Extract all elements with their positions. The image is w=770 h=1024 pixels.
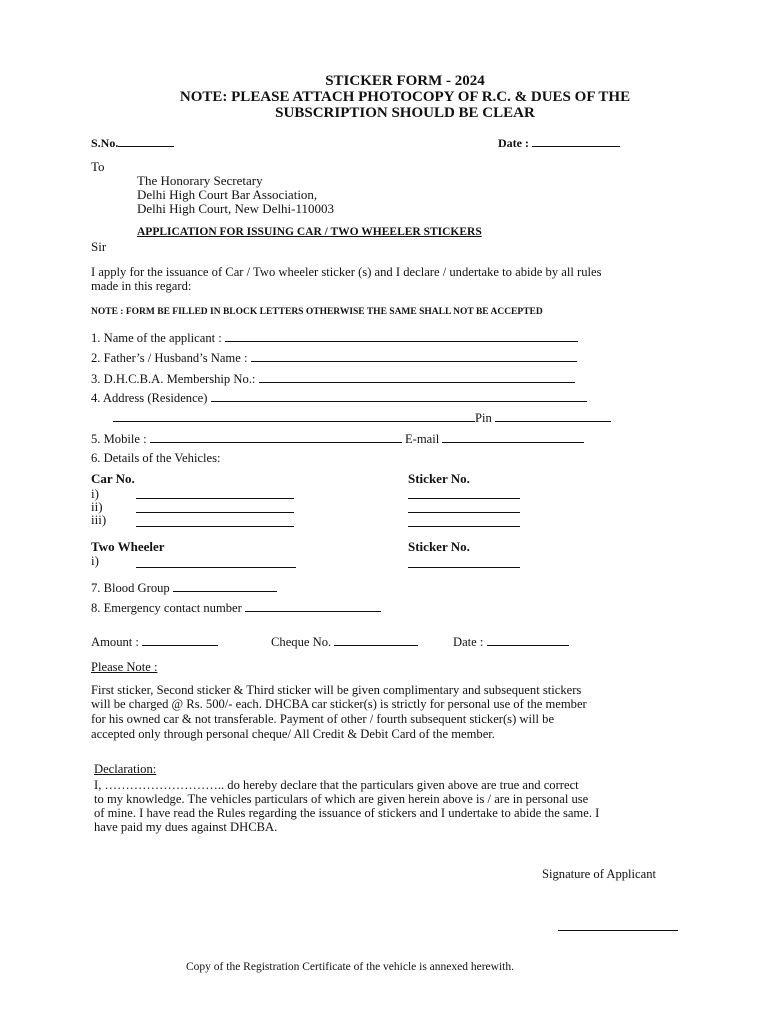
subject-line: APPLICATION FOR ISSUING CAR / TWO WHEELER STICKERS: [137, 226, 482, 238]
footer-note: Copy of the Registration Certificate of the vehicle is annexed herewith.: [186, 961, 514, 973]
field-blood-group: [91, 580, 277, 596]
blood-group-label: 7. Blood Group: [91, 581, 170, 595]
amount-label: Amount :: [91, 635, 139, 649]
field-cheque: [271, 634, 418, 650]
sno-field: [91, 135, 174, 151]
two-wheeler-no-blank[interactable]: [136, 556, 296, 568]
two-wheeler-row-label: i): [91, 553, 99, 568]
car-sticker-blank-3[interactable]: [408, 515, 520, 527]
pin-blank[interactable]: [495, 410, 611, 422]
form-title: STICKER FORM - 2024: [325, 73, 485, 89]
applicant-name-label: 1. Name of the applicant :: [91, 331, 222, 345]
salutation: Sir: [91, 239, 107, 254]
sno-label: S.No.: [91, 136, 119, 150]
cheque-blank[interactable]: [334, 634, 418, 646]
field-membership: [91, 371, 575, 387]
father-name-blank[interactable]: [251, 350, 577, 362]
payment-date-label: Date :: [453, 635, 484, 649]
email-label: E-mail: [404, 432, 440, 446]
sno-blank[interactable]: [118, 135, 174, 147]
address-label: 4. Address (Residence): [91, 391, 208, 405]
payment-date-blank[interactable]: [487, 634, 569, 646]
field-amount: [91, 634, 218, 650]
membership-label: 3. D.H.C.B.A. Membership No.:: [91, 372, 256, 386]
vehicle-details-label: 6. Details of the Vehicles:: [91, 451, 221, 465]
date-blank[interactable]: [532, 135, 620, 147]
car-sticker-blank-2[interactable]: [408, 501, 520, 513]
declaration-line: of mine. I have read the Rules regarding the issuance of stickers and I undertake to abide the same. I: [94, 806, 600, 820]
car-row-label: i): [91, 486, 99, 501]
addressee-line3: Delhi High Court, New Delhi-110003: [137, 201, 335, 216]
amount-blank[interactable]: [142, 634, 218, 646]
car-no-blank-3[interactable]: [136, 515, 294, 527]
address-blank-2[interactable]: [113, 410, 475, 422]
car-no-blank-2[interactable]: [136, 501, 294, 513]
block-letters-note: NOTE : FORM BE FILLED IN BLOCK LETTERS OTHERWISE THE SAME SHALL NOT BE ACCEPTED: [91, 307, 543, 317]
mobile-label: 5. Mobile :: [91, 432, 147, 446]
car-row-label: iii): [91, 512, 107, 527]
declaration-heading: Declaration:: [94, 762, 157, 776]
declaration-line: to my knowledge. The vehicles particulars of which are given herein above is / are in personal use: [94, 792, 589, 806]
form-note-line2: SUBSCRIPTION SHOULD BE CLEAR: [275, 105, 535, 121]
emergency-blank[interactable]: [245, 600, 381, 612]
father-name-label: 2. Father’s / Husband’s Name :: [91, 351, 248, 365]
intro-line1: I apply for the issuance of Car / Two wheeler sticker (s) and I declare / undertake to abide by all rules: [91, 265, 602, 279]
car-sticker-blank-1[interactable]: [408, 487, 520, 499]
signature-blank[interactable]: [558, 919, 678, 931]
declaration-line: have paid my dues against DHCBA.: [94, 820, 278, 834]
field-father-name: [91, 350, 577, 366]
car-row-label: ii): [91, 499, 103, 514]
please-note-line: for his owned car & not transferable. Payment of other / fourth subsequent sticker(s) will be: [91, 712, 555, 726]
car-sticker-header: Sticker No.: [408, 471, 470, 486]
field-applicant-name: [91, 330, 578, 346]
car-no-header: Car No.: [91, 471, 135, 486]
field-emergency: [91, 600, 381, 616]
date-label: Date :: [498, 136, 529, 150]
please-note-heading: Please Note :: [91, 660, 158, 674]
addressee-line1: The Honorary Secretary: [137, 173, 263, 188]
car-no-blank-1[interactable]: [136, 487, 294, 499]
two-wheeler-header: Two Wheeler: [91, 539, 165, 554]
address-blank-1[interactable]: [211, 390, 587, 402]
membership-blank[interactable]: [259, 371, 575, 383]
field-address: [91, 390, 587, 406]
please-note-line: First sticker, Second sticker & Third sticker will be given complimentary and subsequent stickers: [91, 683, 582, 697]
field-address-line2: [113, 410, 611, 426]
applicant-name-blank[interactable]: [225, 330, 578, 342]
emergency-label: 8. Emergency contact number: [91, 601, 242, 615]
two-wheeler-sticker-header: Sticker No.: [408, 539, 470, 554]
signature-label: Signature of Applicant: [542, 867, 657, 881]
date-field: [498, 135, 620, 151]
mobile-blank[interactable]: [150, 431, 402, 443]
cheque-label: Cheque No.: [271, 635, 332, 649]
declaration-line: I, ……………………….. do hereby declare that the particulars given above are true and correct: [94, 778, 579, 792]
blood-group-blank[interactable]: [173, 580, 277, 592]
please-note-line: will be charged @ Rs. 500/- each. DHCBA car sticker(s) is strictly for personal use of the member: [91, 697, 587, 711]
pin-label: Pin: [475, 411, 492, 425]
field-mobile-email: [91, 431, 584, 447]
intro-line2: made in this regard:: [91, 279, 192, 293]
form-note-line1: NOTE: PLEASE ATTACH PHOTOCOPY OF R.C. & DUES OF THE: [179, 89, 631, 105]
to-label: To: [91, 159, 105, 174]
addressee-line2: Delhi High Court Bar Association,: [137, 187, 318, 202]
two-wheeler-sticker-blank[interactable]: [408, 556, 520, 568]
email-blank[interactable]: [442, 431, 584, 443]
please-note-line: accepted only through personal cheque/ All Credit & Debit Card of the member.: [91, 727, 495, 741]
field-payment-date: [453, 634, 569, 650]
